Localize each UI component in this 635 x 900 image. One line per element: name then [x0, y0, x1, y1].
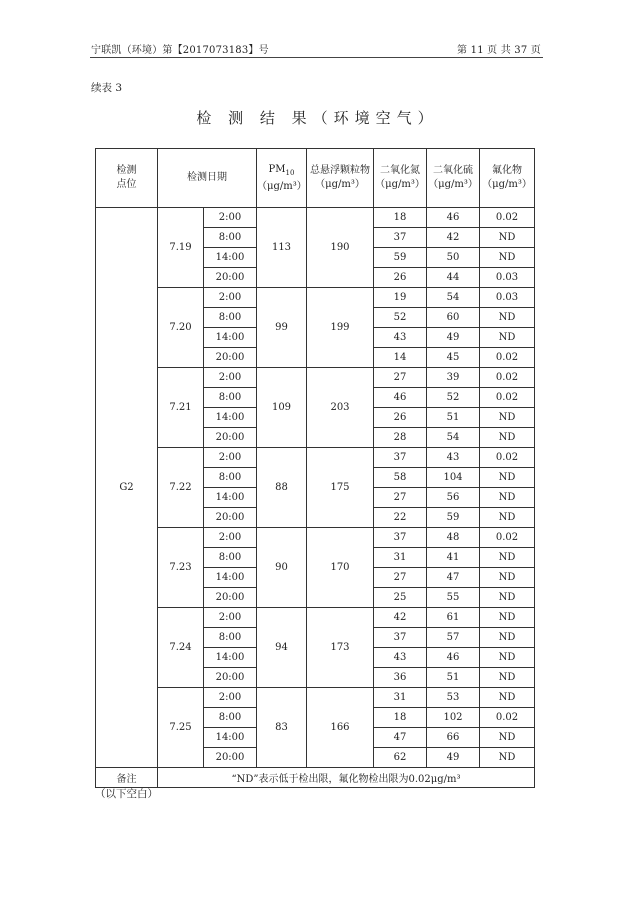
so2-cell: 61	[427, 608, 480, 628]
fluoride-cell: ND	[480, 428, 535, 448]
fluoride-cell: ND	[480, 648, 535, 668]
time-cell: 2:00	[204, 368, 257, 388]
no2-cell: 18	[374, 208, 427, 228]
so2-cell: 45	[427, 348, 480, 368]
fluoride-cell: ND	[480, 228, 535, 248]
time-cell: 8:00	[204, 468, 257, 488]
pm10-cell: 83	[257, 688, 307, 768]
col-header-tsp-line1: 总悬浮颗粒物	[310, 165, 370, 176]
time-cell: 14:00	[204, 568, 257, 588]
col-header-tsp	[307, 149, 374, 208]
col-header-pm	[257, 149, 307, 208]
blank-below-note: （以下空白）	[95, 788, 158, 800]
col-header-fluoride-line1: 氟化物	[492, 165, 522, 176]
note-label: 备注	[96, 768, 158, 788]
date-cell: 7.19	[158, 208, 204, 288]
time-cell: 14:00	[204, 648, 257, 668]
so2-cell: 102	[427, 708, 480, 728]
time-cell: 20:00	[204, 748, 257, 768]
so2-cell: 56	[427, 488, 480, 508]
so2-cell: 41	[427, 548, 480, 568]
table-row	[96, 688, 535, 708]
no2-cell: 27	[374, 568, 427, 588]
report-number: 宁联凯（环境）第【2017073183】号	[91, 45, 269, 56]
tsp-cell: 170	[307, 528, 374, 608]
fluoride-cell: ND	[480, 328, 535, 348]
fluoride-cell: ND	[480, 748, 535, 768]
header-rule	[90, 57, 543, 58]
time-cell: 8:00	[204, 628, 257, 648]
so2-cell: 66	[427, 728, 480, 748]
so2-cell: 48	[427, 528, 480, 548]
time-cell: 14:00	[204, 728, 257, 748]
tsp-cell: 190	[307, 208, 374, 288]
results-table	[95, 148, 535, 788]
page-title: 检 测 结 果（环境空气）	[196, 109, 439, 127]
so2-cell: 59	[427, 508, 480, 528]
so2-cell: 54	[427, 428, 480, 448]
no2-cell: 22	[374, 508, 427, 528]
no2-cell: 43	[374, 328, 427, 348]
col-header-so2	[427, 149, 480, 208]
time-cell: 20:00	[204, 428, 257, 448]
col-header-point-line2: 点位	[116, 179, 137, 190]
no2-cell: 46	[374, 388, 427, 408]
time-cell: 2:00	[204, 208, 257, 228]
table-row	[96, 528, 535, 548]
pm10-cell: 88	[257, 448, 307, 528]
fluoride-cell: 0.02	[480, 368, 535, 388]
col-header-no2-line1: 二氧化氮	[380, 165, 420, 176]
time-cell: 2:00	[204, 448, 257, 468]
time-cell: 20:00	[204, 348, 257, 368]
col-header-point	[96, 149, 158, 208]
time-cell: 14:00	[204, 408, 257, 428]
so2-cell: 57	[427, 628, 480, 648]
no2-cell: 47	[374, 728, 427, 748]
col-header-no2-unit: （μg/m³）	[375, 179, 425, 190]
pm10-cell: 94	[257, 608, 307, 688]
no2-cell: 25	[374, 588, 427, 608]
no2-cell: 62	[374, 748, 427, 768]
tsp-cell: 203	[307, 368, 374, 448]
so2-cell: 39	[427, 368, 480, 388]
col-header-so2-line1: 二氧化硫	[433, 165, 473, 176]
date-cell: 7.24	[158, 608, 204, 688]
no2-cell: 37	[374, 448, 427, 468]
page-number: 第 11 页 共 37 页	[457, 45, 541, 56]
tsp-cell: 173	[307, 608, 374, 688]
table-row	[96, 608, 535, 628]
no2-cell: 31	[374, 548, 427, 568]
so2-cell: 60	[427, 308, 480, 328]
fluoride-cell: 0.02	[480, 448, 535, 468]
note-text: “ND”表示低于检出限，氟化物检出限为0.02μg/m³	[158, 768, 535, 788]
time-cell: 14:00	[204, 248, 257, 268]
fluoride-cell: ND	[480, 668, 535, 688]
fluoride-cell: ND	[480, 308, 535, 328]
fluoride-cell: 0.02	[480, 208, 535, 228]
tsp-cell: 166	[307, 688, 374, 768]
time-cell: 14:00	[204, 328, 257, 348]
time-cell: 2:00	[204, 688, 257, 708]
no2-cell: 43	[374, 648, 427, 668]
so2-cell: 46	[427, 648, 480, 668]
no2-cell: 27	[374, 488, 427, 508]
fluoride-cell: ND	[480, 468, 535, 488]
col-header-pm-line1: $PM_{10}$	[268, 163, 295, 177]
fluoride-cell: 0.02	[480, 528, 535, 548]
col-header-pm-unit: （μg/m³）	[257, 180, 307, 192]
so2-cell: 52	[427, 388, 480, 408]
fluoride-cell: ND	[480, 508, 535, 528]
no2-cell: 31	[374, 688, 427, 708]
fluoride-cell: ND	[480, 688, 535, 708]
time-cell: 8:00	[204, 548, 257, 568]
fluoride-cell: 0.03	[480, 288, 535, 308]
so2-cell: 55	[427, 588, 480, 608]
table-row	[96, 208, 535, 228]
time-cell: 14:00	[204, 488, 257, 508]
fluoride-cell: ND	[480, 488, 535, 508]
fluoride-cell: ND	[480, 568, 535, 588]
date-cell: 7.20	[158, 288, 204, 368]
no2-cell: 28	[374, 428, 427, 448]
note-row	[96, 768, 535, 788]
time-cell: 20:00	[204, 588, 257, 608]
fluoride-cell: 0.02	[480, 708, 535, 728]
no2-cell: 52	[374, 308, 427, 328]
pm10-cell: 90	[257, 528, 307, 608]
time-cell: 20:00	[204, 508, 257, 528]
time-cell: 8:00	[204, 708, 257, 728]
no2-cell: 59	[374, 248, 427, 268]
so2-cell: 49	[427, 748, 480, 768]
so2-cell: 51	[427, 408, 480, 428]
so2-cell: 43	[427, 448, 480, 468]
fluoride-cell: ND	[480, 408, 535, 428]
col-header-fluoride-unit: （μg/m³）	[482, 179, 532, 190]
no2-cell: 26	[374, 268, 427, 288]
col-header-date: 检测日期	[158, 149, 257, 208]
no2-cell: 37	[374, 528, 427, 548]
time-cell: 2:00	[204, 528, 257, 548]
time-cell: 20:00	[204, 268, 257, 288]
so2-cell: 46	[427, 208, 480, 228]
no2-cell: 37	[374, 228, 427, 248]
so2-cell: 47	[427, 568, 480, 588]
fluoride-cell: ND	[480, 608, 535, 628]
pm10-cell: 109	[257, 368, 307, 448]
no2-cell: 27	[374, 368, 427, 388]
col-header-so2-unit: （μg/m³）	[428, 179, 478, 190]
date-cell: 7.22	[158, 448, 204, 528]
no2-cell: 26	[374, 408, 427, 428]
col-header-no2	[374, 149, 427, 208]
no2-cell: 19	[374, 288, 427, 308]
no2-cell: 36	[374, 668, 427, 688]
no2-cell: 14	[374, 348, 427, 368]
fluoride-cell: ND	[480, 728, 535, 748]
fluoride-cell: ND	[480, 588, 535, 608]
date-cell: 7.25	[158, 688, 204, 768]
table-row	[96, 368, 535, 388]
tsp-cell: 199	[307, 288, 374, 368]
no2-cell: 37	[374, 628, 427, 648]
time-cell: 8:00	[204, 388, 257, 408]
so2-cell: 53	[427, 688, 480, 708]
time-cell: 2:00	[204, 288, 257, 308]
tsp-cell: 175	[307, 448, 374, 528]
so2-cell: 51	[427, 668, 480, 688]
fluoride-cell: ND	[480, 628, 535, 648]
pm10-cell: 99	[257, 288, 307, 368]
time-cell: 8:00	[204, 308, 257, 328]
so2-cell: 104	[427, 468, 480, 488]
so2-cell: 54	[427, 288, 480, 308]
col-header-point-line1: 检测	[116, 165, 137, 176]
fluoride-cell: 0.03	[480, 268, 535, 288]
time-cell: 2:00	[204, 608, 257, 628]
time-cell: 8:00	[204, 228, 257, 248]
time-cell: 20:00	[204, 668, 257, 688]
fluoride-cell: ND	[480, 248, 535, 268]
col-header-tsp-unit: （μg/m³）	[315, 179, 365, 190]
so2-cell: 44	[427, 268, 480, 288]
date-cell: 7.21	[158, 368, 204, 448]
fluoride-cell: ND	[480, 548, 535, 568]
continued-label: 续表 3	[91, 82, 123, 94]
fluoride-cell: 0.02	[480, 388, 535, 408]
so2-cell: 50	[427, 248, 480, 268]
pm10-cell: 113	[257, 208, 307, 288]
no2-cell: 42	[374, 608, 427, 628]
table-row	[96, 288, 535, 308]
table-row	[96, 448, 535, 468]
point-cell: G2	[96, 208, 158, 768]
so2-cell: 42	[427, 228, 480, 248]
no2-cell: 58	[374, 468, 427, 488]
so2-cell: 49	[427, 328, 480, 348]
col-header-fluoride	[480, 149, 535, 208]
date-cell: 7.23	[158, 528, 204, 608]
header-row	[96, 149, 535, 208]
fluoride-cell: 0.02	[480, 348, 535, 368]
no2-cell: 18	[374, 708, 427, 728]
